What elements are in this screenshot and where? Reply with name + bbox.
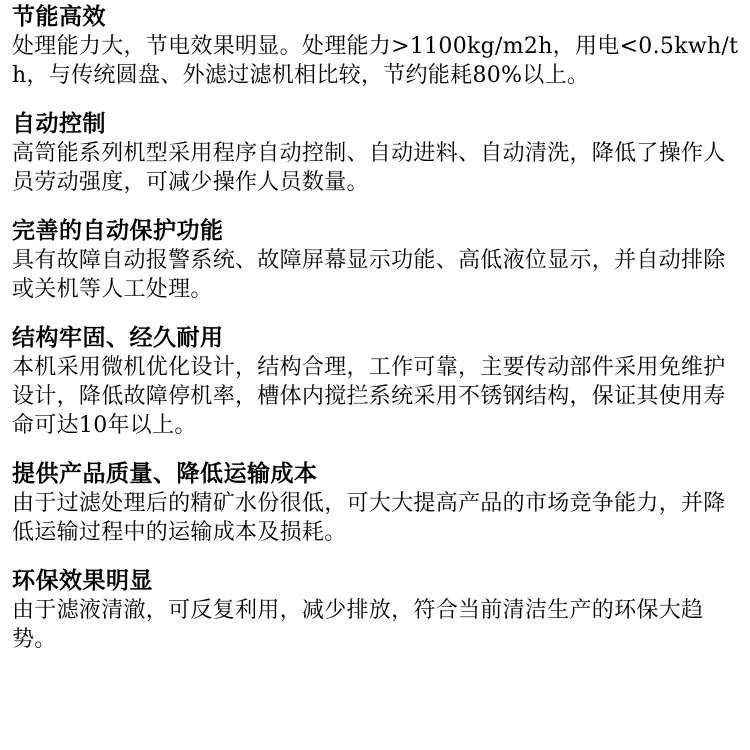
section-product-quality	[12, 459, 740, 547]
section-heading: 完善的自动保护功能	[12, 218, 224, 244]
section-paragraph: 本机采用微机优化设计，结构合理，工作可靠，主要传动部件采用免维护设计，降低故障停机率，槽体内搅拦系统采用不锈钢结构，保证其使用寿命可达10年以上。	[12, 355, 726, 438]
section-paragraph: 由于过滤处理后的精矿水份很低，可大大提高产品的市场竞争能力，并降低运输过程中的运输成本及损耗。	[12, 491, 726, 545]
section-heading: 提供产品质量、降低运输成本	[12, 461, 318, 487]
section-paragraph: 具有故障自动报警系统、故障屏幕显示功能、高低液位显示，并自动排除或关机等人工处理。	[12, 248, 726, 302]
section-protection-function	[12, 216, 740, 304]
section-environmental	[12, 566, 740, 654]
section-paragraph: 由于滤液清澈，可反复利用，减少排放，符合当前清洁生产的环保大趋势。	[12, 598, 704, 652]
section-energy-efficiency	[12, 2, 740, 90]
section-heading: 结构牢固、经久耐用	[12, 325, 224, 351]
section-paragraph: 高笥能系列机型采用程序自动控制、自动进料、自动清洗，降低了操作人员劳动强度，可减少操作人员数量。	[12, 141, 726, 195]
section-automatic-control	[12, 109, 740, 197]
section-heading: 节能高效	[12, 4, 106, 30]
section-durable-structure	[12, 323, 740, 440]
section-heading: 环保效果明显	[12, 568, 153, 594]
section-heading: 自动控制	[12, 111, 106, 137]
section-paragraph: 处理能力大，节电效果明显。处理能力>1100kg/m2h，用电<0.5kwh/th，与传统圆盘、外滤过滤机相比较，节约能耗80%以上。	[12, 34, 739, 88]
document-body	[12, 2, 740, 673]
